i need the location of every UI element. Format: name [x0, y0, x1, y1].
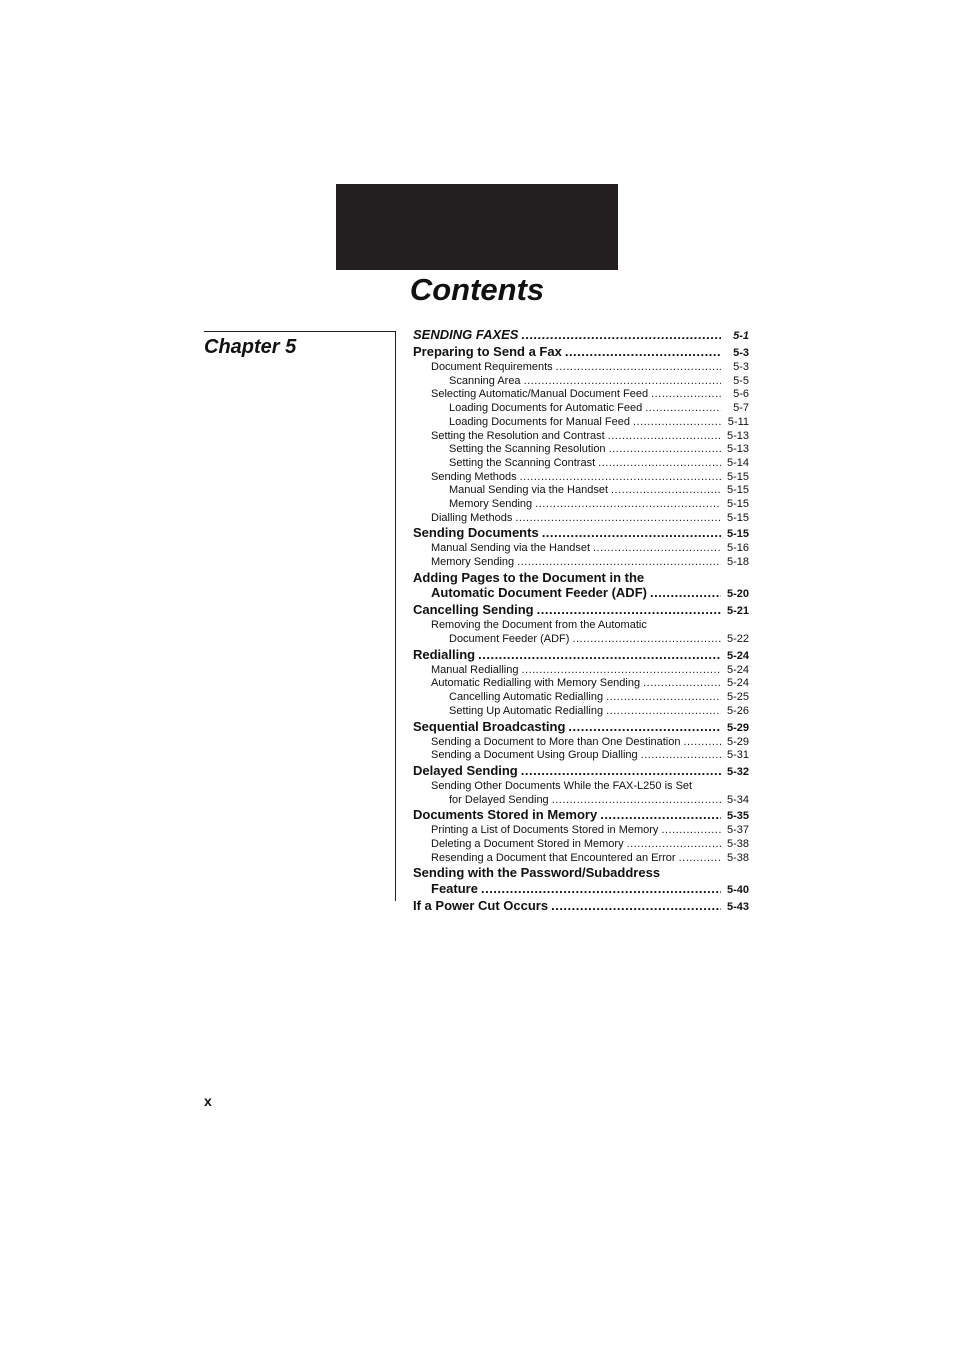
- dot-leader: [556, 361, 721, 375]
- dot-leader: [651, 388, 721, 402]
- toc-page-number: 5-18: [726, 556, 749, 569]
- toc-entry-label: Setting Up Automatic Redialling: [449, 704, 604, 717]
- toc-page-number: 5-38: [726, 851, 749, 864]
- toc-entry-label: Removing the Document from the Automatic: [431, 619, 647, 632]
- toc-entry-label: Manual Sending via the Handset: [431, 542, 590, 555]
- dot-leader: [521, 763, 721, 779]
- toc-entry-row[interactable]: [413, 794, 749, 808]
- toc-entry-row[interactable]: [413, 375, 749, 389]
- dot-leader: [520, 471, 721, 485]
- toc-entry-row[interactable]: [413, 898, 749, 915]
- dot-leader: [565, 344, 721, 360]
- toc-entry-row[interactable]: [413, 443, 749, 457]
- toc-entry-label: Preparing to Send a Fax: [413, 344, 562, 359]
- dot-leader: [552, 794, 721, 808]
- toc-page-number: 5-32: [726, 765, 749, 778]
- toc-page-number: 5-3: [733, 361, 749, 373]
- toc-entry-label: Setting the Resolution and Contrast: [431, 429, 605, 442]
- dot-leader: [683, 736, 721, 750]
- toc-entry-row[interactable]: [413, 327, 749, 344]
- dot-leader: [593, 542, 721, 556]
- toc-entry-row[interactable]: [413, 881, 749, 898]
- toc-page-number: 5-24: [726, 663, 749, 676]
- toc-entry-row[interactable]: [413, 525, 749, 542]
- toc-entry-label: Loading Documents for Automatic Feed: [449, 402, 643, 415]
- toc-entry-row[interactable]: [413, 633, 749, 647]
- dot-leader: [641, 749, 721, 763]
- toc-page-number: 5-35: [726, 810, 749, 823]
- toc-page-number: 5-15: [726, 470, 749, 483]
- dot-leader: [598, 457, 721, 471]
- toc-entry-label: Redialling: [413, 646, 476, 662]
- toc-page-number: 5-37: [726, 824, 749, 837]
- dot-leader: [537, 602, 721, 618]
- toc-entry-row[interactable]: [413, 344, 749, 361]
- toc-entry-label: Adding Pages to the Document in the: [413, 569, 645, 585]
- toc-entry-label: Manual Sending via the Handset: [449, 484, 608, 497]
- toc-entry-label: Memory Sending: [449, 498, 533, 511]
- toc-page-number: 5-3: [733, 347, 749, 359]
- dot-leader: [611, 484, 721, 498]
- toc-entry-label: Cancelling Sending: [413, 602, 534, 618]
- dot-leader: [609, 443, 721, 457]
- toc-entry-line: [413, 865, 749, 881]
- toc-page-number: 5-29: [726, 721, 749, 734]
- chapter-label: Chapter 5: [204, 336, 297, 358]
- toc-entry-row[interactable]: [413, 457, 749, 471]
- toc-page-number: 5-13: [726, 443, 749, 456]
- toc-page-number: 5-43: [726, 900, 749, 913]
- dot-leader: [606, 691, 721, 705]
- page-title: Contents: [409, 272, 545, 307]
- chapter-rule: [204, 331, 396, 332]
- toc-page-number: 5-5: [733, 374, 749, 387]
- dot-leader: [542, 525, 721, 541]
- dot-leader: [606, 705, 721, 719]
- dot-leader: [568, 719, 721, 735]
- toc-page-number: 5-26: [726, 704, 749, 717]
- toc-entry-row[interactable]: [413, 430, 749, 444]
- toc-page-number: 5-15: [726, 511, 749, 524]
- dot-leader: [650, 585, 721, 601]
- toc-entry-label: Sending a Document Using Group Dialling: [431, 749, 638, 762]
- toc-page-number: 5-24: [726, 649, 749, 662]
- toc-page-number: 5-7: [733, 402, 749, 415]
- toc-entry-row[interactable]: [413, 705, 749, 719]
- toc-entry-row[interactable]: [413, 402, 749, 416]
- toc-entry-label: Document Requirements: [431, 361, 553, 373]
- dot-leader: [521, 664, 721, 678]
- dot-leader: [521, 327, 721, 343]
- toc-entry-label: Sequential Broadcasting: [413, 718, 566, 734]
- page-number: x: [204, 1093, 212, 1109]
- toc-page-number: 5-38: [726, 838, 749, 851]
- toc-entry-label: Loading Documents for Manual Feed: [449, 415, 630, 428]
- toc-entry-label: If a Power Cut Occurs: [413, 897, 549, 913]
- toc-entry-row[interactable]: [413, 691, 749, 705]
- toc-page-number: 5-34: [726, 793, 749, 806]
- toc-entry-label: Resending a Document that Encountered an Error: [431, 851, 676, 864]
- toc-entry-label: Automatic Redialling with Memory Sending: [431, 677, 641, 690]
- toc-page-number: 5-40: [726, 883, 749, 896]
- toc-entry-row[interactable]: [413, 484, 749, 498]
- toc-page-number: 5-13: [726, 429, 749, 442]
- toc-page-number: 5-14: [726, 456, 749, 469]
- toc-entry-row[interactable]: [413, 388, 749, 402]
- table-of-contents: [413, 327, 749, 915]
- toc-entry-row[interactable]: [413, 585, 749, 602]
- toc-entry-row[interactable]: [413, 824, 749, 838]
- toc-entry-label: Selecting Automatic/Manual Document Feed: [431, 388, 649, 401]
- toc-entry-row[interactable]: [413, 719, 749, 736]
- toc-entry-row[interactable]: [413, 677, 749, 691]
- toc-entry-label: SENDING FAXES: [413, 327, 519, 342]
- toc-entry-row[interactable]: [413, 763, 749, 780]
- dot-leader: [679, 852, 721, 866]
- toc-entry-label: Dialling Methods: [431, 511, 513, 524]
- toc-entry-label-continued: Feature: [431, 880, 478, 896]
- dot-leader: [515, 512, 721, 526]
- toc-entry-label: Setting the Scanning Contrast: [449, 456, 596, 469]
- toc-entry-label: Deleting a Document Stored in Memory: [431, 838, 624, 851]
- toc-entry-row[interactable]: [413, 852, 749, 866]
- toc-entry-label: Memory Sending: [431, 556, 515, 569]
- toc-entry-line: [413, 619, 749, 633]
- toc-page-number: 5-20: [726, 588, 749, 601]
- toc-entry-label: Manual Redialling: [431, 663, 519, 676]
- toc-entry-row[interactable]: [413, 498, 749, 512]
- dot-leader: [661, 824, 721, 838]
- dot-leader: [608, 430, 721, 444]
- toc-entry-label: Sending Other Documents While the FAX-L250 is Set: [431, 779, 693, 792]
- toc-entry-label: Delayed Sending: [413, 762, 518, 778]
- dot-leader: [535, 498, 721, 512]
- toc-entry-label: Scanning Area: [449, 374, 521, 387]
- dot-leader: [478, 647, 721, 663]
- toc-entry-label: Cancelling Automatic Redialling: [449, 691, 604, 704]
- toc-entry-row[interactable]: [413, 647, 749, 664]
- toc-page-number: 5-31: [726, 749, 749, 762]
- toc-page-number: 5-21: [726, 605, 749, 618]
- toc-entry-row[interactable]: [413, 838, 749, 852]
- dot-leader: [481, 881, 721, 897]
- dot-leader: [627, 838, 721, 852]
- toc-entry-row[interactable]: [413, 736, 749, 750]
- toc-entry-row[interactable]: [413, 602, 749, 619]
- toc-entry-label: Documents Stored in Memory: [413, 807, 598, 823]
- toc-page-number: 5-24: [726, 677, 749, 690]
- toc-page-number: 5-22: [726, 633, 749, 646]
- toc-page-number: 5-6: [733, 388, 749, 401]
- chapter-tab-block: [336, 184, 618, 270]
- toc-entry-label: Sending Documents: [413, 525, 539, 541]
- dot-leader: [572, 633, 721, 647]
- toc-entry-line: [413, 570, 749, 586]
- toc-entry-label-continued: Document Feeder (ADF): [449, 633, 570, 646]
- toc-entry-row[interactable]: [413, 556, 749, 570]
- dot-leader: [645, 402, 721, 416]
- toc-page-number: 5-29: [726, 735, 749, 748]
- toc-entry-label: Sending Methods: [431, 470, 517, 483]
- toc-entry-label-continued: for Delayed Sending: [449, 793, 549, 806]
- toc-entry-row[interactable]: [413, 807, 749, 824]
- dot-leader: [524, 375, 721, 389]
- dot-leader: [551, 898, 721, 914]
- toc-page-number: 5-25: [726, 691, 749, 704]
- toc-entry-row[interactable]: [413, 471, 749, 485]
- toc-entry-row[interactable]: [413, 361, 749, 375]
- dot-leader: [517, 556, 721, 570]
- toc-page-number: 5-11: [727, 415, 749, 428]
- toc-page-number: 5-1: [733, 330, 749, 342]
- toc-entry-label-continued: Automatic Document Feeder (ADF): [431, 585, 647, 601]
- dot-leader: [643, 677, 721, 691]
- toc-entry-line: [413, 780, 749, 794]
- toc-page-number: 5-16: [726, 542, 749, 555]
- toc-page-number: 5-15: [726, 528, 749, 541]
- toc-entry-row[interactable]: [413, 749, 749, 763]
- dot-leader: [633, 416, 721, 430]
- column-divider: [395, 331, 396, 901]
- dot-leader: [600, 807, 721, 823]
- toc-entry-label: Sending a Document to More than One Destination: [431, 735, 681, 748]
- toc-page-number: 5-15: [726, 498, 749, 511]
- toc-entry-row[interactable]: [413, 542, 749, 556]
- toc-entry-label: Printing a List of Documents Stored in Memory: [431, 824, 659, 837]
- toc-page-number: 5-15: [726, 484, 749, 497]
- toc-entry-row[interactable]: [413, 512, 749, 526]
- toc-entry-label: Setting the Scanning Resolution: [449, 443, 606, 456]
- toc-entry-label: Sending with the Password/Subaddress: [413, 865, 661, 881]
- toc-entry-row[interactable]: [413, 664, 749, 678]
- toc-entry-row[interactable]: [413, 416, 749, 430]
